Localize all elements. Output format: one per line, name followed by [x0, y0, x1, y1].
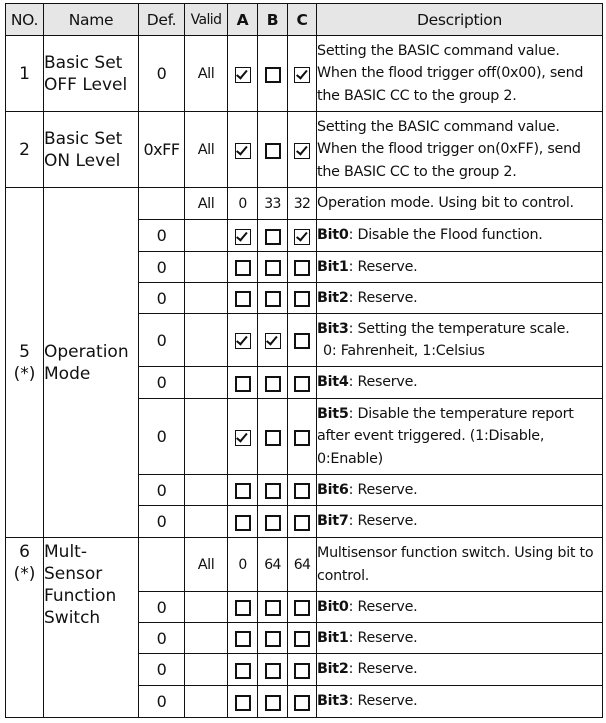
- param-name: Basic Set OFF Level: [44, 36, 139, 112]
- header-b: B: [258, 4, 288, 36]
- bit-description: Bit0: Reserve.: [317, 592, 603, 623]
- param-default-empty: [139, 538, 185, 592]
- param-number: 1: [6, 36, 44, 112]
- column-c-cell: [288, 220, 317, 252]
- column-b-cell: [258, 314, 288, 367]
- empty-box-icon: [265, 515, 281, 531]
- column-b-cell: [258, 506, 288, 538]
- column-b-cell: [258, 475, 288, 506]
- bit-default: 0: [139, 283, 185, 314]
- header-valid: Valid: [185, 4, 228, 36]
- bit-valid-empty: [185, 252, 228, 283]
- empty-box-icon: [294, 430, 310, 446]
- param-name: Operation Mode: [44, 188, 139, 538]
- empty-box-icon: [265, 483, 281, 499]
- empty-box-icon: [235, 376, 251, 392]
- empty-box-icon: [294, 631, 310, 647]
- empty-box-icon: [294, 291, 310, 307]
- column-c-cell: [288, 283, 317, 314]
- param-description: Operation mode. Using bit to control.: [317, 188, 603, 220]
- empty-box-icon: [265, 430, 281, 446]
- empty-box-icon: [265, 291, 281, 307]
- bit-description: Bit2: Reserve.: [317, 654, 603, 686]
- empty-box-icon: [235, 515, 251, 531]
- bit-default: 0: [139, 686, 185, 718]
- column-c-cell: [288, 252, 317, 283]
- checked-box-icon: [265, 333, 281, 349]
- column-b-cell: [258, 367, 288, 399]
- bit-valid-empty: [185, 623, 228, 654]
- bit-valid-empty: [185, 686, 228, 718]
- empty-box-icon: [294, 600, 310, 616]
- column-b-cell: [258, 220, 288, 252]
- column-b-cell: [258, 36, 288, 112]
- column-c-cell: [288, 314, 317, 367]
- bit-default: 0: [139, 314, 185, 367]
- empty-box-icon: [265, 67, 281, 83]
- column-b-value: 33: [258, 188, 288, 220]
- param-row-6-summary: [6, 538, 603, 592]
- empty-box-icon: [294, 260, 310, 276]
- param-valid: All: [185, 36, 228, 112]
- param-description: Setting the BASIC command value. When the flood trigger off(0x00), send the BASIC CC to the group 2.: [317, 36, 603, 112]
- param-row-5-summary: [6, 188, 603, 220]
- column-c-cell: [288, 592, 317, 623]
- column-a-cell: [228, 592, 258, 623]
- checked-box-icon: [235, 229, 251, 245]
- bit-description: Bit3: Reserve.: [317, 686, 603, 718]
- param-number: 6 (*): [6, 538, 44, 718]
- column-b-cell: [258, 399, 288, 475]
- header-a: A: [228, 4, 258, 36]
- column-a-cell: [228, 283, 258, 314]
- empty-box-icon: [265, 631, 281, 647]
- checked-box-icon: [294, 229, 310, 245]
- empty-box-icon: [265, 376, 281, 392]
- param-default: 0: [139, 36, 185, 112]
- header-description: Description: [317, 4, 603, 36]
- column-a-cell: [228, 220, 258, 252]
- column-b-cell: [258, 592, 288, 623]
- bit-description: Bit1: Reserve.: [317, 252, 603, 283]
- empty-box-icon: [294, 376, 310, 392]
- column-a-cell: [228, 654, 258, 686]
- bit-description: Bit1: Reserve.: [317, 623, 603, 654]
- column-c-cell: [288, 112, 317, 188]
- column-a-cell: [228, 623, 258, 654]
- column-b-cell: [258, 623, 288, 654]
- bit-valid-empty: [185, 399, 228, 475]
- empty-box-icon: [235, 483, 251, 499]
- column-a-cell: [228, 686, 258, 718]
- checked-box-icon: [294, 143, 310, 159]
- bit-valid-empty: [185, 592, 228, 623]
- checked-box-icon: [294, 67, 310, 83]
- bit-default: 0: [139, 506, 185, 538]
- bit-default: 0: [139, 475, 185, 506]
- column-c-cell: [288, 36, 317, 112]
- param-name: Mult- Sensor Function Switch: [44, 538, 139, 718]
- column-a-cell: [228, 475, 258, 506]
- column-c-cell: [288, 367, 317, 399]
- bit-valid-empty: [185, 283, 228, 314]
- checked-box-icon: [235, 333, 251, 349]
- empty-box-icon: [294, 695, 310, 711]
- empty-box-icon: [265, 260, 281, 276]
- column-a-cell: [228, 399, 258, 475]
- column-a-value: 0: [228, 188, 258, 220]
- column-c-cell: [288, 399, 317, 475]
- bit-valid-empty: [185, 506, 228, 538]
- bit-description: Bit2: Reserve.: [317, 283, 603, 314]
- bit-default: 0: [139, 252, 185, 283]
- checked-box-icon: [235, 430, 251, 446]
- column-b-cell: [258, 654, 288, 686]
- param-description: Setting the BASIC command value. When the flood trigger on(0xFF), send the BASIC CC to the group 2.: [317, 112, 603, 188]
- column-b-cell: [258, 252, 288, 283]
- column-c-cell: [288, 686, 317, 718]
- header-row: [6, 4, 603, 36]
- bit-default: 0: [139, 654, 185, 686]
- empty-box-icon: [235, 260, 251, 276]
- column-c-cell: [288, 654, 317, 686]
- empty-box-icon: [294, 663, 310, 679]
- param-valid: All: [185, 112, 228, 188]
- empty-box-icon: [265, 695, 281, 711]
- column-a-value: 0: [228, 538, 258, 592]
- bit-description: Bit3: Setting the temperature scale. 0: Fahrenheit, 1:Celsius: [317, 314, 603, 367]
- column-b-cell: [258, 283, 288, 314]
- empty-box-icon: [265, 663, 281, 679]
- empty-box-icon: [294, 483, 310, 499]
- bit-valid-empty: [185, 654, 228, 686]
- param-description: Multisensor function switch. Using bit to control.: [317, 538, 603, 592]
- empty-box-icon: [265, 600, 281, 616]
- bit-default: 0: [139, 592, 185, 623]
- bit-description: Bit6: Reserve.: [317, 475, 603, 506]
- header-no: NO.: [6, 4, 44, 36]
- bit-valid-empty: [185, 220, 228, 252]
- empty-box-icon: [235, 600, 251, 616]
- param-default: 0xFF: [139, 112, 185, 188]
- column-a-cell: [228, 252, 258, 283]
- bit-valid-empty: [185, 367, 228, 399]
- empty-box-icon: [294, 333, 310, 349]
- empty-box-icon: [235, 291, 251, 307]
- empty-box-icon: [235, 695, 251, 711]
- bit-valid-empty: [185, 314, 228, 367]
- column-a-cell: [228, 367, 258, 399]
- empty-box-icon: [265, 143, 281, 159]
- param-valid: All: [185, 538, 228, 592]
- bit-default: 0: [139, 220, 185, 252]
- checked-box-icon: [235, 67, 251, 83]
- param-number: 2: [6, 112, 44, 188]
- param-row-2: [6, 112, 603, 188]
- empty-box-icon: [265, 229, 281, 245]
- bit-description: Bit0: Disable the Flood function.: [317, 220, 603, 252]
- empty-box-icon: [235, 663, 251, 679]
- column-b-cell: [258, 686, 288, 718]
- param-valid: All: [185, 188, 228, 220]
- checked-box-icon: [235, 143, 251, 159]
- header-def: Def.: [139, 4, 185, 36]
- header-name: Name: [44, 4, 139, 36]
- param-name: Basic Set ON Level: [44, 112, 139, 188]
- empty-box-icon: [294, 515, 310, 531]
- column-c-cell: [288, 506, 317, 538]
- column-b-cell: [258, 112, 288, 188]
- column-a-cell: [228, 314, 258, 367]
- bit-default: 0: [139, 367, 185, 399]
- configuration-parameter-table: [5, 3, 603, 718]
- header-c: C: [288, 4, 317, 36]
- bit-default: 0: [139, 399, 185, 475]
- bit-default: 0: [139, 623, 185, 654]
- column-c-value: 32: [288, 188, 317, 220]
- column-a-cell: [228, 112, 258, 188]
- column-a-cell: [228, 36, 258, 112]
- column-c-value: 64: [288, 538, 317, 592]
- column-a-cell: [228, 506, 258, 538]
- bit-description: Bit5: Disable the temperature report after event triggered. (1:Disable, 0:Enable): [317, 399, 603, 475]
- param-number: 5 (*): [6, 188, 44, 538]
- param-default-empty: [139, 188, 185, 220]
- column-b-value: 64: [258, 538, 288, 592]
- empty-box-icon: [235, 631, 251, 647]
- bit-description: Bit4: Reserve.: [317, 367, 603, 399]
- bit-description: Bit7: Reserve.: [317, 506, 603, 538]
- column-c-cell: [288, 475, 317, 506]
- bit-valid-empty: [185, 475, 228, 506]
- column-c-cell: [288, 623, 317, 654]
- param-row-1: [6, 36, 603, 112]
